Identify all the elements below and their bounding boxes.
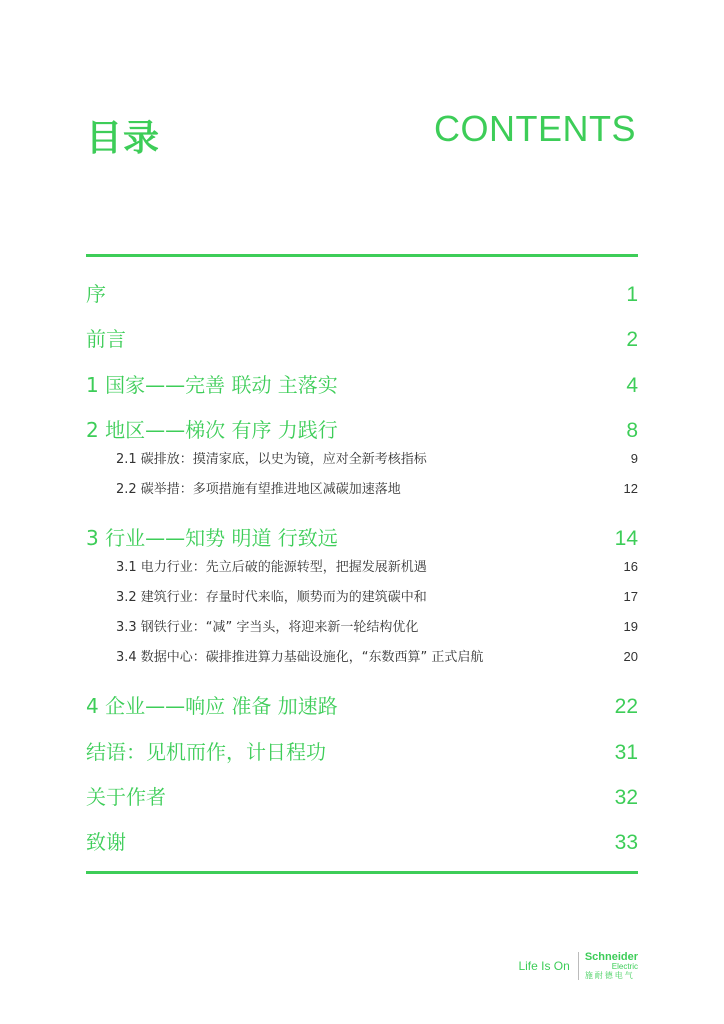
top-divider bbox=[86, 254, 638, 257]
bottom-divider bbox=[86, 871, 638, 874]
toc-entry-label: 2 地区——梯次 有序 力践行 bbox=[86, 418, 338, 442]
toc-entry-label: 1 国家——完善 联动 主落实 bbox=[86, 373, 338, 397]
page-title-cn: 目录 bbox=[86, 118, 161, 159]
toc-entry-label: 3.3 钢铁行业：“减” 字当头，将迎来新一轮结构优化 bbox=[116, 620, 419, 635]
toc-entry-chapter-3[interactable] bbox=[86, 522, 638, 551]
toc-entry-page: 1 bbox=[626, 283, 638, 306]
toc-entry-label: 结语：见机而作，计日程功 bbox=[86, 740, 326, 764]
toc-entry-page: 9 bbox=[630, 451, 638, 466]
toc-entry-section-2-2[interactable] bbox=[86, 478, 638, 497]
toc-entry-page: 2 bbox=[626, 328, 638, 351]
toc-entry-chapter-4[interactable] bbox=[86, 690, 638, 719]
footer-logo bbox=[518, 952, 638, 980]
toc-entry-label: 序 bbox=[86, 282, 106, 306]
toc-entry-page: 22 bbox=[614, 695, 638, 718]
toc-entry-label: 2.1 碳排放：摸清家底，以史为镜，应对全新考核指标 bbox=[116, 452, 427, 467]
toc-entry-label: 2.2 碳举措：多项措施有望推进地区减碳加速落地 bbox=[116, 482, 401, 497]
toc-entry-page: 17 bbox=[623, 589, 638, 604]
toc-entry-page: 33 bbox=[614, 831, 638, 854]
toc-entry-page: 20 bbox=[623, 649, 638, 664]
toc-entry-page: 31 bbox=[614, 741, 638, 764]
toc-entry-page: 14 bbox=[614, 527, 638, 550]
toc-entry-chapter-1[interactable] bbox=[86, 369, 638, 398]
page-title-en: CONTENTS bbox=[434, 108, 636, 149]
toc-entry-section-3-3[interactable] bbox=[86, 616, 638, 635]
toc-entry-section-3-2[interactable] bbox=[86, 586, 638, 605]
toc-entry-section-3-1[interactable] bbox=[86, 556, 638, 575]
toc-entry-page: 32 bbox=[614, 786, 638, 809]
toc-entry-section-3-4[interactable] bbox=[86, 646, 638, 665]
toc-entry-label: 前言 bbox=[86, 327, 126, 351]
brand-logo bbox=[585, 952, 638, 980]
toc-entry-label: 4 企业——响应 准备 加速路 bbox=[86, 694, 338, 718]
toc-entry-preface[interactable] bbox=[86, 278, 638, 307]
toc-entry-section-2-1[interactable] bbox=[86, 448, 638, 467]
toc-entry-label: 3.2 建筑行业：存量时代来临，顺势而为的建筑碳中和 bbox=[116, 590, 427, 605]
toc-entry-conclusion[interactable] bbox=[86, 736, 638, 765]
toc-entry-label: 3 行业——知势 明道 行致远 bbox=[86, 526, 338, 550]
toc-entry-about-authors[interactable] bbox=[86, 781, 638, 810]
toc-entry-chapter-2[interactable] bbox=[86, 414, 638, 443]
toc-entry-foreword[interactable] bbox=[86, 323, 638, 352]
toc-entry-label: 3.1 电力行业：先立后破的能源转型，把握发展新机遇 bbox=[116, 560, 427, 575]
toc-entry-page: 19 bbox=[623, 619, 638, 634]
brand-sub: Electric bbox=[611, 962, 638, 971]
logo-divider bbox=[578, 952, 579, 980]
toc-entry-page: 16 bbox=[623, 559, 638, 574]
toc-entry-acknowledgements[interactable] bbox=[86, 826, 638, 855]
toc-entry-label: 致谢 bbox=[86, 830, 126, 854]
brand-name: Schneider bbox=[584, 951, 638, 963]
toc-entry-page: 4 bbox=[626, 374, 638, 397]
toc-entry-label: 关于作者 bbox=[86, 785, 166, 809]
toc-entry-page: 12 bbox=[623, 481, 638, 496]
toc-entry-label: 3.4 数据中心：碳排推进算力基础设施化，“东数西算” 正式启航 bbox=[116, 650, 484, 665]
tagline: Life Is On bbox=[518, 959, 570, 973]
brand-cn: 施耐德电气 bbox=[584, 971, 635, 980]
toc-entry-page: 8 bbox=[626, 419, 638, 442]
